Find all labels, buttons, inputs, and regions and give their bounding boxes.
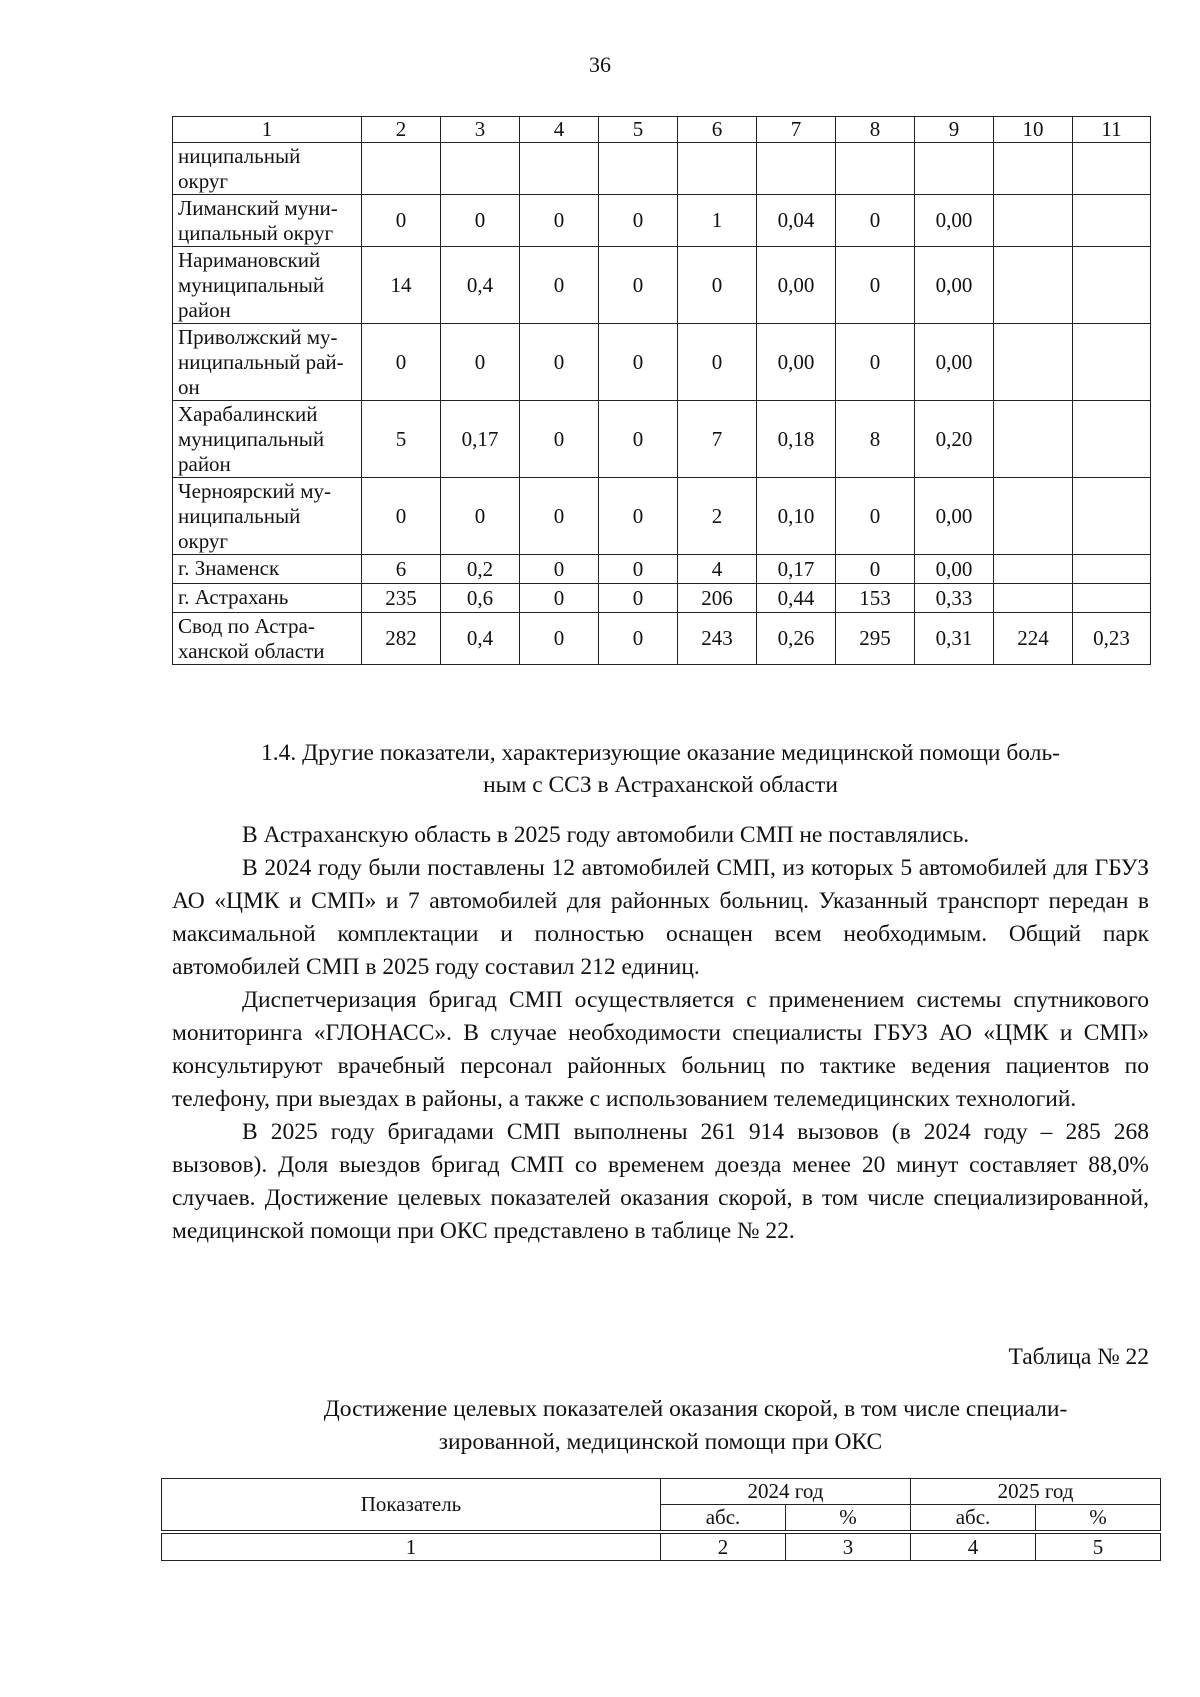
table-cell: 0,00 xyxy=(915,195,994,247)
table-cell xyxy=(915,143,994,195)
table-label: Таблица № 22 xyxy=(1008,1344,1149,1370)
column-number: 3 xyxy=(786,1534,911,1561)
table-cell: 0 xyxy=(520,247,599,324)
table-cell xyxy=(1073,324,1151,401)
table-cell xyxy=(994,324,1073,401)
table-cell: 0 xyxy=(599,195,678,247)
percent-header: % xyxy=(1036,1505,1161,1531)
table-cell: 0 xyxy=(599,478,678,555)
table-caption xyxy=(172,1393,1149,1459)
table-cell: 5 xyxy=(362,401,441,478)
table-cell: 0 xyxy=(599,324,678,401)
table-cell: 224 xyxy=(994,613,1073,665)
table-row xyxy=(173,613,1151,665)
table-cell: 0 xyxy=(362,478,441,555)
region-name: г. Астрахань xyxy=(173,584,362,613)
table-cell: 0,44 xyxy=(757,584,836,613)
table-cell xyxy=(994,247,1073,324)
abs-header: абс. xyxy=(661,1505,786,1531)
table-cell: 0,17 xyxy=(757,555,836,584)
table-cell: 0 xyxy=(441,324,520,401)
table-row xyxy=(173,195,1151,247)
table-row xyxy=(173,143,1151,195)
table-cell xyxy=(994,195,1073,247)
table-cell xyxy=(1073,401,1151,478)
column-number-row xyxy=(173,117,1151,143)
table-row xyxy=(173,324,1151,401)
region-name: Наримановский муниципальный район xyxy=(173,247,362,324)
table-cell: 0,04 xyxy=(757,195,836,247)
table-cell: 0 xyxy=(678,247,757,324)
page-number: 36 xyxy=(589,52,611,77)
column-number: 1 xyxy=(173,117,362,143)
column-number: 8 xyxy=(836,117,915,143)
table-row xyxy=(173,478,1151,555)
table-cell: 0 xyxy=(520,613,599,665)
table-cell xyxy=(994,478,1073,555)
column-number: 4 xyxy=(520,117,599,143)
region-name: Свод по Астра- ханской области xyxy=(173,613,362,665)
column-number: 10 xyxy=(994,117,1073,143)
table-cell: 0,33 xyxy=(915,584,994,613)
table-cell: 0 xyxy=(362,195,441,247)
table-cell: 0,20 xyxy=(915,401,994,478)
table-cell: 0,4 xyxy=(441,247,520,324)
table-cell: 0,00 xyxy=(757,247,836,324)
table-cell: 0 xyxy=(599,401,678,478)
table-cell: 0 xyxy=(599,555,678,584)
table-cell xyxy=(994,555,1073,584)
table-cell: 14 xyxy=(362,247,441,324)
table-row xyxy=(173,401,1151,478)
table-cell: 0,17 xyxy=(441,401,520,478)
table-cell: 0,4 xyxy=(441,613,520,665)
table-cell: 8 xyxy=(836,401,915,478)
column-number: 5 xyxy=(599,117,678,143)
table-row xyxy=(173,247,1151,324)
paragraph: Диспетчеризация бригад СМП осуществляется с применением системы спутникового мониторинга «ГЛОНАСС». В случае необходимости специалисты ГБУЗ АО «ЦМК и СМП» консультируют врачебный персонал районных больниц по тактике ведения пациентов по телефону, при выездах в районы, а также с использованием телемедицинских технологий. xyxy=(172,987,1149,1112)
table-cell: 235 xyxy=(362,584,441,613)
region-name: ниципальный округ xyxy=(173,143,362,195)
table-cell: 0 xyxy=(678,324,757,401)
table-cell xyxy=(1073,247,1151,324)
table-cell: 7 xyxy=(678,401,757,478)
section-heading-line-2: ным с ССЗ в Астраханской области xyxy=(483,772,838,798)
table-cell: 0,31 xyxy=(915,613,994,665)
table-cell: 4 xyxy=(678,555,757,584)
table-cell: 0 xyxy=(836,324,915,401)
year-2025-header: 2025 год xyxy=(911,1479,1161,1505)
body-text xyxy=(172,819,1149,1248)
table-cell xyxy=(599,143,678,195)
table-cell: 0,23 xyxy=(1073,613,1151,665)
table-cell xyxy=(994,401,1073,478)
table-cell: 295 xyxy=(836,613,915,665)
column-number: 2 xyxy=(362,117,441,143)
table-header-row xyxy=(162,1479,1161,1505)
table-caption-line-1: Достижение целевых показателей оказания скорой, в том числе специали- xyxy=(323,1396,1068,1422)
column-number: 2 xyxy=(661,1534,786,1561)
table-cell xyxy=(1073,555,1151,584)
table-row xyxy=(173,555,1151,584)
paragraph: В Астраханскую область в 2025 году автомобили СМП не поставлялись. xyxy=(242,822,970,848)
table-cell: 1 xyxy=(678,195,757,247)
table-cell: 0 xyxy=(599,584,678,613)
table-cell: 153 xyxy=(836,584,915,613)
table-cell: 0,00 xyxy=(915,555,994,584)
table-cell: 0,00 xyxy=(915,247,994,324)
table-cell: 243 xyxy=(678,613,757,665)
column-number: 7 xyxy=(757,117,836,143)
column-number: 1 xyxy=(162,1534,661,1561)
table-cell: 0,00 xyxy=(757,324,836,401)
column-number: 5 xyxy=(1036,1534,1161,1561)
table-cell: 0,00 xyxy=(915,324,994,401)
table-cell xyxy=(757,143,836,195)
table-cell: 0 xyxy=(599,613,678,665)
table-cell xyxy=(1073,584,1151,613)
table-cell: 0,00 xyxy=(915,478,994,555)
table-cell xyxy=(994,143,1073,195)
table-cell: 0 xyxy=(520,555,599,584)
column-number: 11 xyxy=(1073,117,1151,143)
table-cell: 2 xyxy=(678,478,757,555)
table-cell: 0,18 xyxy=(757,401,836,478)
table-cell: 0 xyxy=(836,555,915,584)
table-cell: 0 xyxy=(362,324,441,401)
region-name: Приволжский му- ниципальный рай- он xyxy=(173,324,362,401)
percent-header: % xyxy=(786,1505,911,1531)
region-name: Лиманский муни- ципальный округ xyxy=(173,195,362,247)
table-cell xyxy=(836,143,915,195)
column-number: 3 xyxy=(441,117,520,143)
table-cell: 0 xyxy=(520,478,599,555)
table-row xyxy=(173,584,1151,613)
table-cell: 0 xyxy=(836,478,915,555)
table-cell: 0 xyxy=(441,478,520,555)
column-number: 6 xyxy=(678,117,757,143)
table-cell: 282 xyxy=(362,613,441,665)
column-number-row xyxy=(162,1534,1161,1561)
region-name: Черноярский му- ниципальный округ xyxy=(173,478,362,555)
table-cell: 206 xyxy=(678,584,757,613)
table-cell xyxy=(994,584,1073,613)
year-2024-header: 2024 год xyxy=(661,1479,911,1505)
table-cell xyxy=(441,143,520,195)
paragraph: В 2025 году бригадами СМП выполнены 261 914 вызовов (в 2024 году – 285 268 вызовов). Доля выездов бригад СМП со временем доезда менее 20 минут составляет 88,0% случаев. Достижение целевых показателей оказания скорой, в том числе специализированной, медицинской помощи при ОКС представлено в таблице № 22. xyxy=(172,1119,1149,1244)
table-cell: 6 xyxy=(362,555,441,584)
table-cell: 0,2 xyxy=(441,555,520,584)
paragraph: В 2024 году были поставлены 12 автомобилей СМП, из которых 5 автомобилей для ГБУЗ АО «ЦМК и СМП» и 7 автомобилей для районных больниц. Указанный транспорт передан в максимальной комплектации и полностью оснащен всем необходимым. Общий парк автомобилей СМП в 2025 году составил 212 единиц. xyxy=(172,855,1149,980)
column-number: 9 xyxy=(915,117,994,143)
table-cell: 0 xyxy=(836,195,915,247)
table-cell xyxy=(1073,478,1151,555)
abs-header: абс. xyxy=(911,1505,1036,1531)
table-cell: 0,26 xyxy=(757,613,836,665)
regional-statistics-table xyxy=(172,116,1151,665)
column-number: 4 xyxy=(911,1534,1036,1561)
table-cell: 0 xyxy=(520,401,599,478)
table-cell xyxy=(520,143,599,195)
table-cell xyxy=(1073,143,1151,195)
table-cell: 0 xyxy=(836,247,915,324)
table-cell xyxy=(1073,195,1151,247)
table-cell: 0 xyxy=(599,247,678,324)
table-cell xyxy=(362,143,441,195)
table-cell: 0 xyxy=(441,195,520,247)
region-name: Харабалинский муниципальный район xyxy=(173,401,362,478)
region-name: г. Знаменск xyxy=(173,555,362,584)
indicators-table xyxy=(161,1478,1161,1561)
table-cell xyxy=(678,143,757,195)
table-cell: 0 xyxy=(520,584,599,613)
table-cell: 0,6 xyxy=(441,584,520,613)
section-heading-line-1: 1.4. Другие показатели, характеризующие оказание медицинской помощи боль- xyxy=(260,740,1061,766)
indicator-header: Показатель xyxy=(162,1479,661,1531)
table-cell: 0,10 xyxy=(757,478,836,555)
section-heading xyxy=(172,737,1149,801)
table-cell: 0 xyxy=(520,195,599,247)
table-caption-line-2: зированной, медицинской помощи при ОКС xyxy=(438,1429,883,1455)
table-cell: 0 xyxy=(520,324,599,401)
